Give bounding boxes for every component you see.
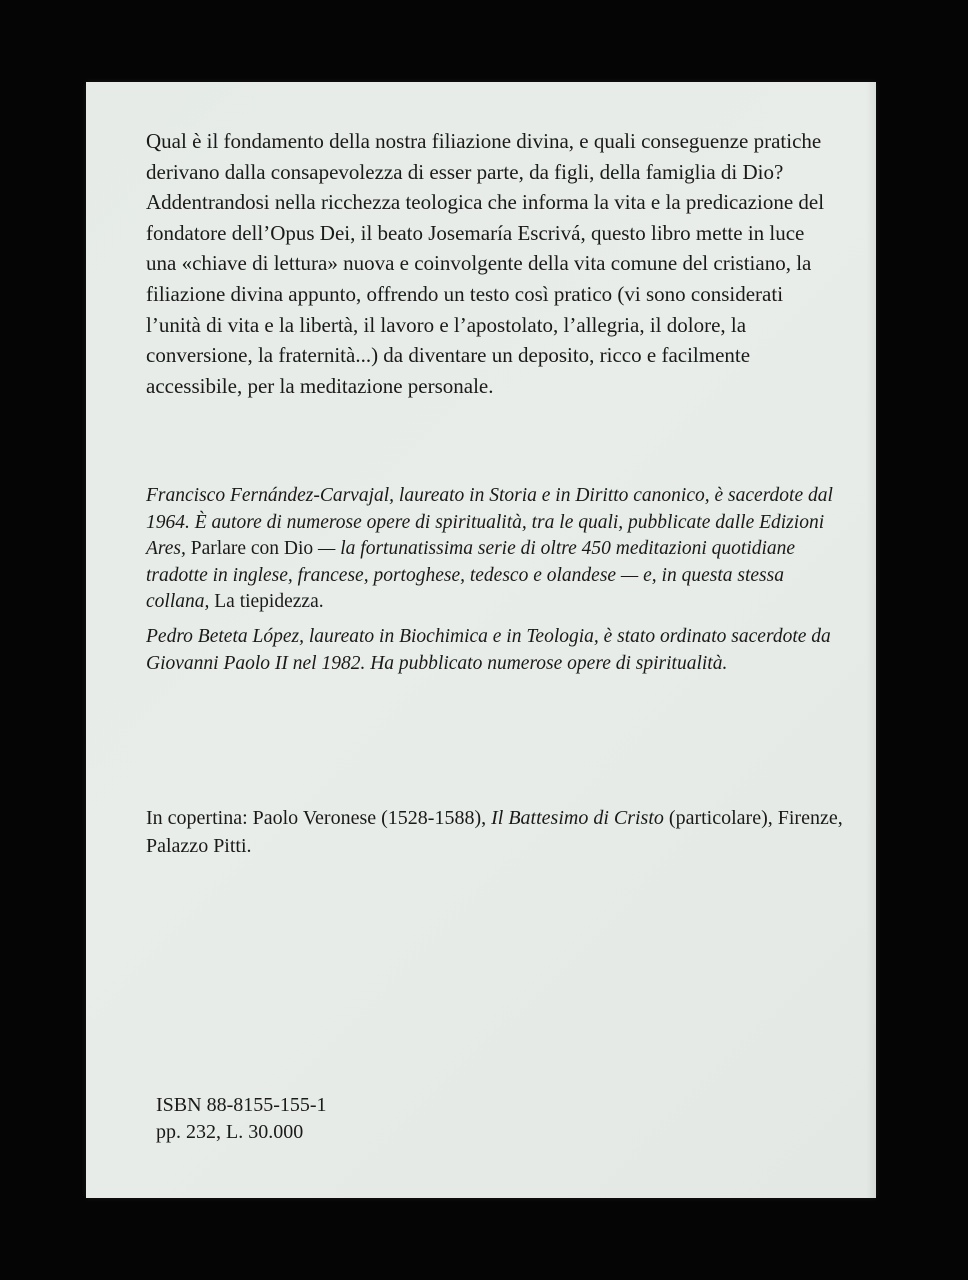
bio-fernandez-title-2: La tiepidezza	[214, 591, 319, 613]
bio-fernandez-end: .	[318, 591, 324, 613]
author-bio-fernandez	[146, 483, 846, 616]
cover-credit-suffix: (particolare), Firenze, Palazzo Pitti.	[146, 807, 843, 857]
cover-credit-artwork: Il Battesimo di Cristo	[491, 807, 664, 829]
bio-fernandez-text-1: Francisco Fernández-Carvajal, laureato in Storia e in Diritto canonico, è sacerdote dal 1964. È autore di numerose opere di spiritualità, tra le quali, pubblicate dalle Edizioni Ares,	[146, 485, 833, 560]
book-back-cover	[86, 82, 876, 1198]
cover-credit-prefix: In copertina: Paolo Veronese (1528-1588),	[146, 807, 492, 829]
bio-fernandez-text-2: — la fortunatissima serie di oltre 450 meditazioni quotidiane tradotte in inglese, francese, portoghese, tedesco e olandese — e, in questa stessa collana,	[146, 538, 796, 613]
author-bio-beteta	[146, 624, 846, 677]
cover-credit	[146, 804, 846, 860]
blurb-text: Qual è il fondamento della nostra filiazione divina, e quali conseguenze pratiche derivano dalla consapevolezza di esser parte, da figli, della famiglia di Dio? Addentrandosi nella ricchezza teologica che informa la vita e la predicazione del fondatore dell’Opus Dei, il beato Josemaría Escrivá, questo libro mette in luce una «chiave di lettura» nuova e coinvolgente della vita comune del cristiano, la filiazione divina appunto, offrendo un testo così pratico (vi sono considerati l’unità di vita e la libertà, il lavoro e l’apostolato, l’allegria, il dolore, la conversione, la fraternità...) da diventare un deposito, ricco e facilmente accessibile, per la meditazione personale.	[146, 129, 825, 398]
pages-price: pp. 232, L. 30.000	[156, 1121, 304, 1143]
bio-fernandez-title-1: Parlare con Dio	[190, 538, 314, 560]
bio-beteta-text: Pedro Beteta López, laureato in Biochimica e in Teologia, è stato ordinato sacerdote da Giovanni Paolo II nel 1982. Ha pubblicato numerose opere di spiritualità.	[146, 626, 831, 674]
isbn-block	[156, 1092, 327, 1146]
isbn-number: ISBN 88-8155-155-1	[156, 1094, 327, 1116]
